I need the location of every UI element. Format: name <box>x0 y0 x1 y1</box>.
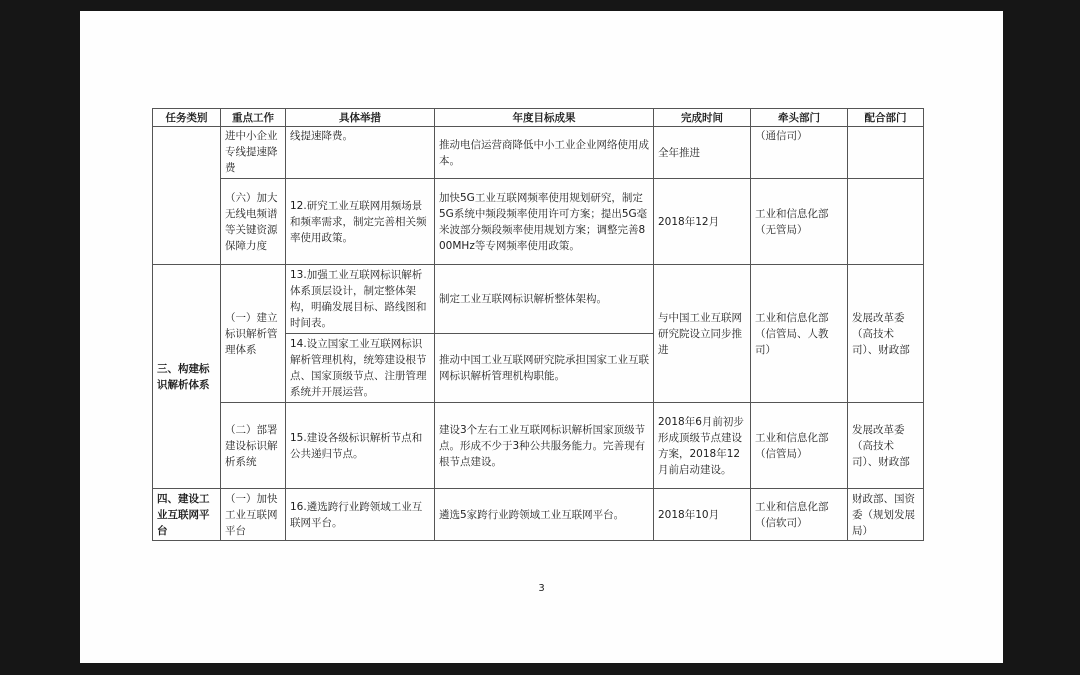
time-cell: 2018年10月 <box>654 489 751 541</box>
time-cell: 2018年12月 <box>654 179 751 265</box>
lead-dept-cell: 工业和信息化部（信管局） <box>751 403 848 489</box>
goal-cell: 加快5G工业互联网频率使用规划研究，制定5G系统中频段频率使用许可方案；提出5G毫米波部分频段频率使用规划方案；调整完善800MHz等专网频率使用政策。 <box>435 179 654 265</box>
table-row <box>153 489 924 541</box>
goal-cell: 遴选5家跨行业跨领域工业互联网平台。 <box>435 489 654 541</box>
time-cell: 2018年6月前初步形成顶级节点建设方案，2018年12月前启动建设。 <box>654 403 751 489</box>
key-work-cell: （二）部署建设标识解析系统 <box>221 403 286 489</box>
key-work-cell: （六）加大无线电频谱等关键资源保障力度 <box>221 179 286 265</box>
document-page <box>80 11 1003 663</box>
header-category: 任务类别 <box>153 109 221 127</box>
table-row <box>153 265 924 334</box>
goal-cell: 建设3个左右工业互联网标识解析国家顶级节点。形成不少于3种公共服务能力。完善现有根节点建设。 <box>435 403 654 489</box>
category-cell: 三、构建标识解析体系 <box>153 265 221 489</box>
coop-dept-cell: 发展改革委（高技术司）、财政部 <box>848 265 924 403</box>
key-work-cell: 进中小企业专线提速降费 <box>221 127 286 179</box>
key-work-cell: （一）建立标识解析管理体系 <box>221 265 286 403</box>
header-key-work: 重点工作 <box>221 109 286 127</box>
lead-dept-cell: 工业和信息化部（信软司） <box>751 489 848 541</box>
coop-dept-cell: 财政部、国资委（规划发展局） <box>848 489 924 541</box>
category-cell: 四、建设工业互联网平台 <box>153 489 221 541</box>
header-annual-goal: 年度目标成果 <box>435 109 654 127</box>
header-measures: 具体举措 <box>286 109 435 127</box>
table-row <box>153 403 924 489</box>
goal-cell: 推动电信运营商降低中小工业企业网络使用成本。 <box>435 127 654 179</box>
measure-cell: 12.研究工业互联网用频场景和频率需求，制定完善相关频率使用政策。 <box>286 179 435 265</box>
measure-cell: 14.设立国家工业互联网标识解析管理机构，统筹建设根节点、国家顶级节点、注册管理系统并开展运营。 <box>286 334 435 403</box>
coop-dept-cell <box>848 179 924 265</box>
table-row <box>153 127 924 179</box>
table-header-row <box>153 109 924 127</box>
coop-dept-cell: 发展改革委（高技术司）、财政部 <box>848 403 924 489</box>
task-table <box>152 108 924 541</box>
goal-cell: 推动中国工业互联网研究院承担国家工业互联网标识解析管理机构职能。 <box>435 334 654 403</box>
goal-cell: 制定工业互联网标识解析整体架构。 <box>435 265 654 334</box>
lead-dept-cell: 工业和信息化部（无管局） <box>751 179 848 265</box>
header-completion-time: 完成时间 <box>654 109 751 127</box>
page-number: 3 <box>538 583 545 594</box>
category-cell-empty <box>153 127 221 265</box>
key-work-cell: （一）加快工业互联网平台 <box>221 489 286 541</box>
time-cell: 与中国工业互联网研究院设立同步推进 <box>654 265 751 403</box>
time-cell: 全年推进 <box>654 127 751 179</box>
measure-cell: 15.建设各级标识解析节点和公共递归节点。 <box>286 403 435 489</box>
lead-dept-cell: （通信司） <box>751 127 848 179</box>
measure-cell: 线提速降费。 <box>286 127 435 179</box>
table-row <box>153 179 924 265</box>
measure-cell: 16.遴选跨行业跨领域工业互联网平台。 <box>286 489 435 541</box>
header-lead-dept: 牵头部门 <box>751 109 848 127</box>
header-coop-dept: 配合部门 <box>848 109 924 127</box>
lead-dept-cell: 工业和信息化部（信管局、人教司） <box>751 265 848 403</box>
coop-dept-cell <box>848 127 924 179</box>
measure-cell: 13.加强工业互联网标识解析体系顶层设计，制定整体架构，明确发展目标、路线图和时间表。 <box>286 265 435 334</box>
